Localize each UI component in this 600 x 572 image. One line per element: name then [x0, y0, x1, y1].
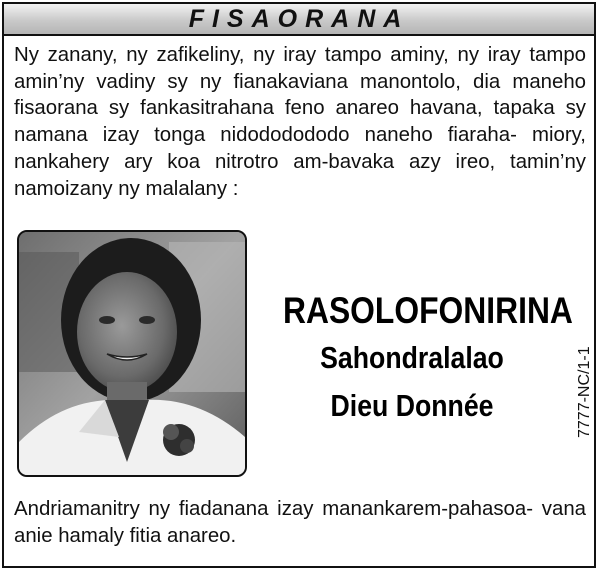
portrait-photo	[17, 230, 247, 477]
deceased-given-name: Sahondralalao	[320, 340, 504, 375]
deceased-given-name: Dieu Donnée	[330, 388, 494, 423]
deceased-name-block	[262, 288, 573, 430]
intro-line: tamin’ny namoizany ny malalany :	[14, 150, 586, 200]
intro-line: miory, nankahery ary koa nitrotro am-bavaka azy ireo,	[14, 124, 586, 173]
portrait-image	[19, 232, 245, 475]
intro-line: Ny zanany, ny zafikeliny, ny iray tampo aminy, ny iray	[14, 44, 521, 66]
notice-header	[2, 2, 596, 36]
reference-code: 7777-NC/1-1	[576, 346, 593, 438]
intro-line: maneho fisaorana sy fankasitrahana feno anareo havana,	[14, 70, 587, 120]
notice-title: FISAORANA	[188, 4, 410, 33]
closing-line: vana anie hamaly fitia anareo.	[14, 498, 586, 547]
intro-line: tapaka sy namana izay tonga nidododododo naneho fiaraha-	[14, 97, 587, 147]
intro-paragraph	[14, 42, 586, 202]
deceased-surname: RASOLOFONIRINA	[283, 290, 573, 331]
closing-line: Andriamanitry ny fiadanana izay manankarem-pahasoa-	[14, 498, 534, 520]
intro-line: tampo amin’ny vadiny sy ny fianakaviana manontolo, dia	[14, 44, 586, 93]
closing-paragraph	[14, 496, 586, 550]
